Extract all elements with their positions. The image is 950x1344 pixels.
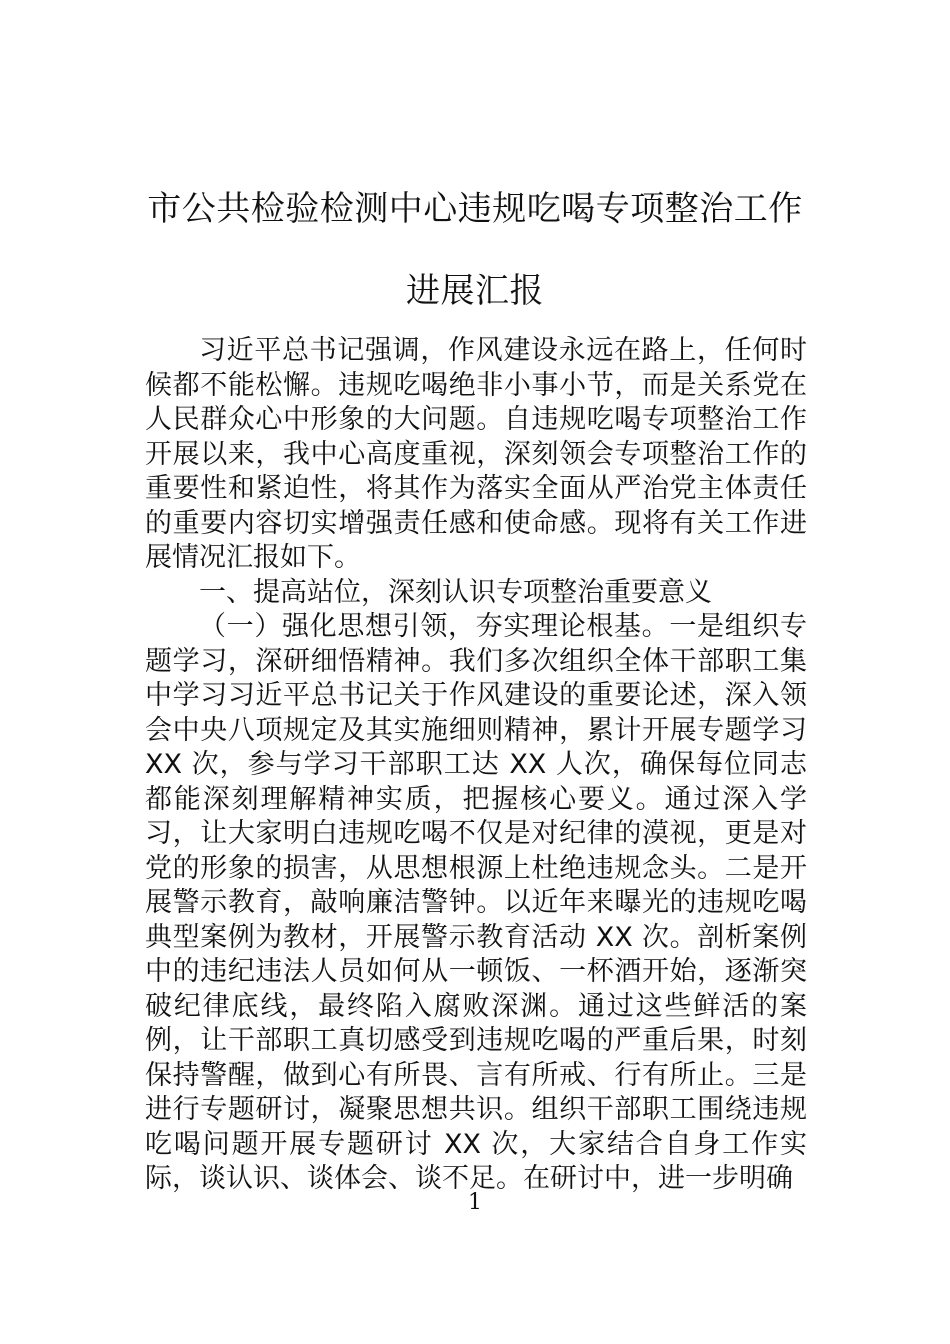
document-title: 市公共检验检测中心违规吃喝专项整治工作进展汇报 — [147, 189, 803, 311]
body-paragraph: （一）强化思想引领，夯实理论根基。一是组织专题学习，深研细悟精神。我们多次组织全体干部职工集中学习习近平总书记关于作风建设的重要论述，深入领会中央八项规定及其实施细则精神，累计开展专题学习 XX 次，参与学习干部职工达 XX 人次，确保每位同志都能深刻理解精神实质，把握核心要义。通过深入学习，让大家明白违规吃喝不仅是对纪律的漠视，更是对党的形象的损害，从思想根源上杜绝违规念头。二是开展警示教育，敲响廉洁警钟。以近年来曝光的违规吃喝典型案例为教材，开展警示教育活动 XX 次。剖析案例中的违纪违法人员如何从一顿饭、一杯酒开始，逐渐突破纪律底线，最终陷入腐败深渊。通过这些鲜活的案例，让干部职工真切感受到违规吃喝的严重后果，时刻保持警醒，做到心有所畏、言有所戒、行有所止。三是进行专题研讨，凝聚思想共识。组织干部职工围绕违规吃喝问题开展专题研讨 XX 次，大家结合自身工作实际，谈认识、谈体会、谈不足。在研讨中，进一步明确 — [145, 611, 807, 1194]
section-heading: 一、提高站位，深刻认识专项整治重要意义 — [199, 576, 712, 608]
page-number: 1 — [468, 1190, 482, 1215]
intro-paragraph: 习近平总书记强调，作风建设永远在路上，任何时候都不能松懈。违规吃喝绝非小事小节，而是关系党在人民群众心中形象的大问题。自违规吃喝专项整治工作开展以来，我中心高度重视，深刻领会专项整治工作的重要性和紧迫性，将其作为落实全面从严治党主体责任的重要内容切实增强责任感和使命感。现将有关工作进展情况汇报如下。 — [145, 335, 807, 573]
document-body — [145, 334, 807, 1197]
